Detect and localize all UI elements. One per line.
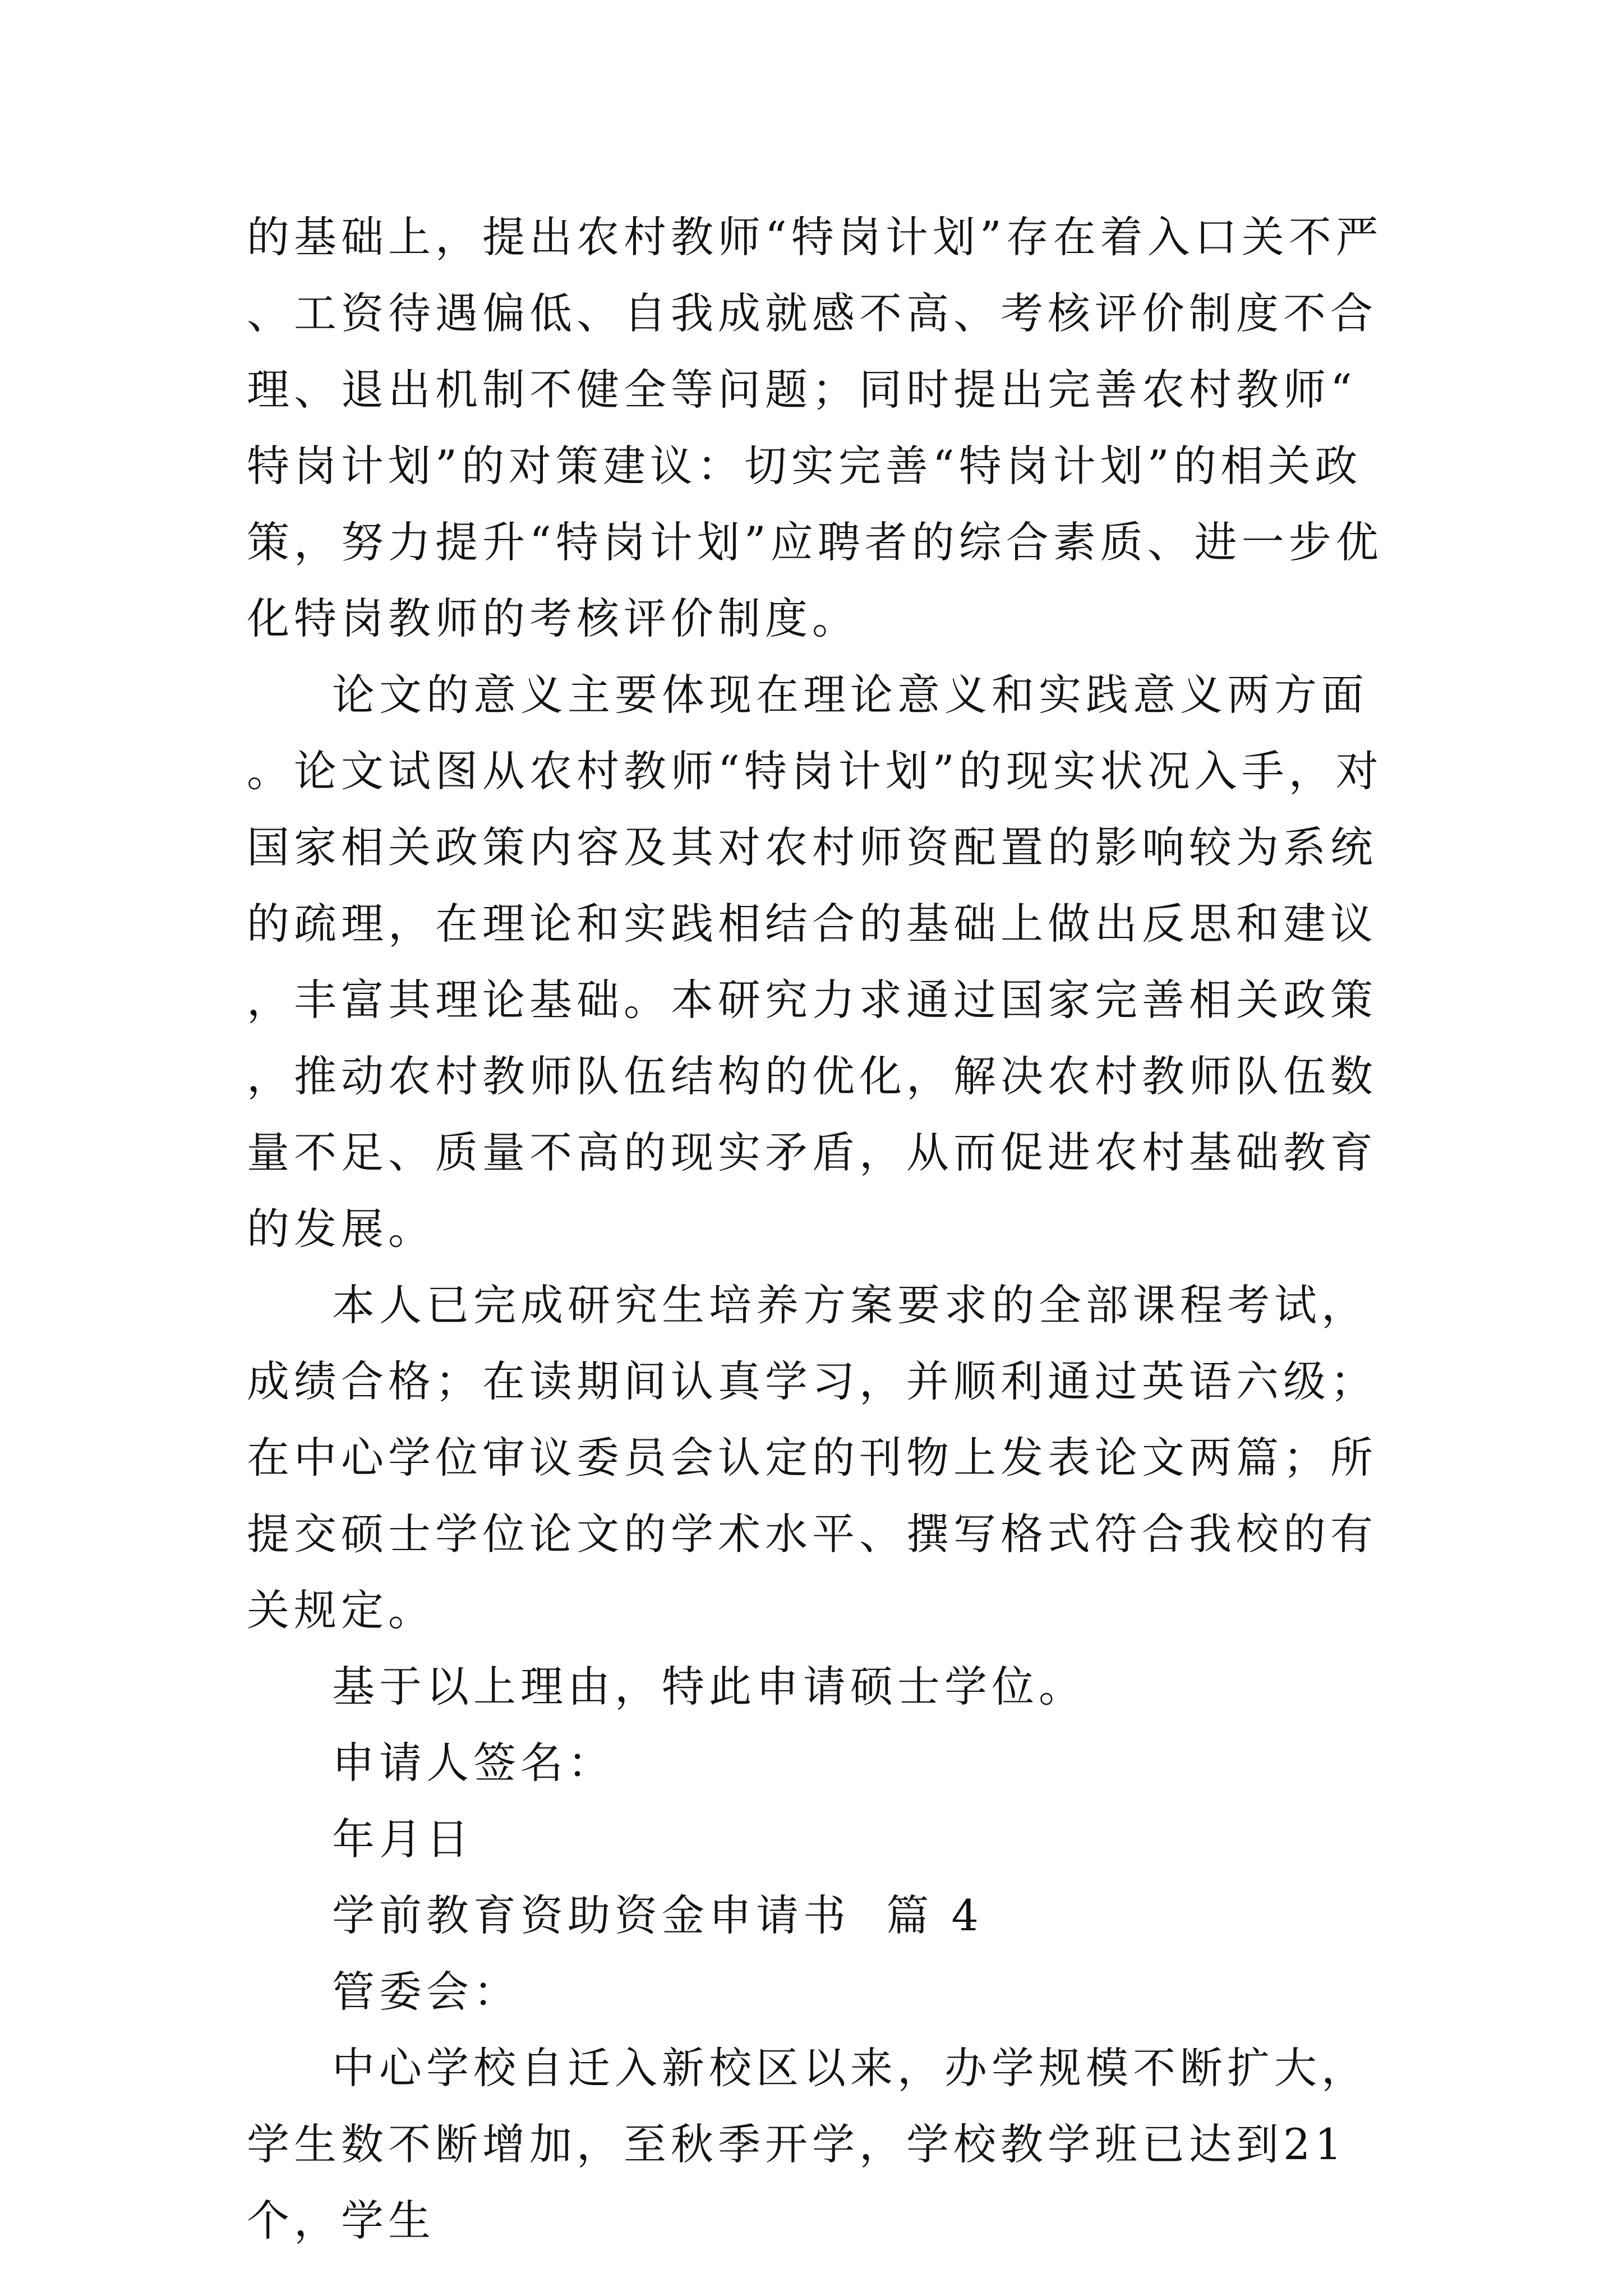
paragraph-problems: 的基础上，提出农村教师“特岗计划”存在着入口关不严、工资待遇偏低、自我成就感不高、考核评价制度不合理、退出机制不健全等问题；同时提出完善农村教师“特岗计划”的对策建议：切实完善“特岗计划”的相关政策，努力提升“特岗计划”应聘者的综合素质、进一步优化特岗教师的考核评价制度。 bbox=[247, 212, 1383, 643]
date-line: 年月日 bbox=[332, 1814, 473, 1864]
signature-line: 申请人签名： bbox=[332, 1738, 615, 1788]
section-heading: 学前教育资助资金申请书 篇 4 bbox=[332, 1890, 983, 1940]
paragraph-significance: 论文的意义主要体现在理论意义和实践意义两方面。论文试图从农村教师“特岗计划”的现实状况入手，对国家相关政策内容及其对农村师资配置的影响较为系统的疏理，在理论和实践相结合的基础上做出反思和建议，丰富其理论基础。本研究力求通过国家完善相关政策，推动农村教师队伍结构的优化，解决农村教师队伍数量不足、质量不高的现实矛盾，从而促进农村基础教育的发展。 bbox=[247, 670, 1383, 1254]
paragraph-qualifications: 本人已完成研究生培养方案要求的全部课程考试，成绩合格；在读期间认真学习，并顺利通过英语六级；在中心学位审议委员会认定的刊物上发表论文两篇；所提交硕士学位论文的学术水平、撰写格式符合我校的有关规定。 bbox=[247, 1280, 1377, 1635]
document-body bbox=[247, 199, 1385, 2259]
paragraph-school: 中心学校自迁入新校区以来，办学规模不断扩大，学生数不断增加，至秋季开学，学校教学班已达到21个，学生 bbox=[247, 2043, 1368, 2246]
salutation-line: 管委会： bbox=[332, 1967, 520, 2017]
paragraph-request: 基于以上理由，特此申请硕士学位。 bbox=[332, 1662, 1086, 1711]
